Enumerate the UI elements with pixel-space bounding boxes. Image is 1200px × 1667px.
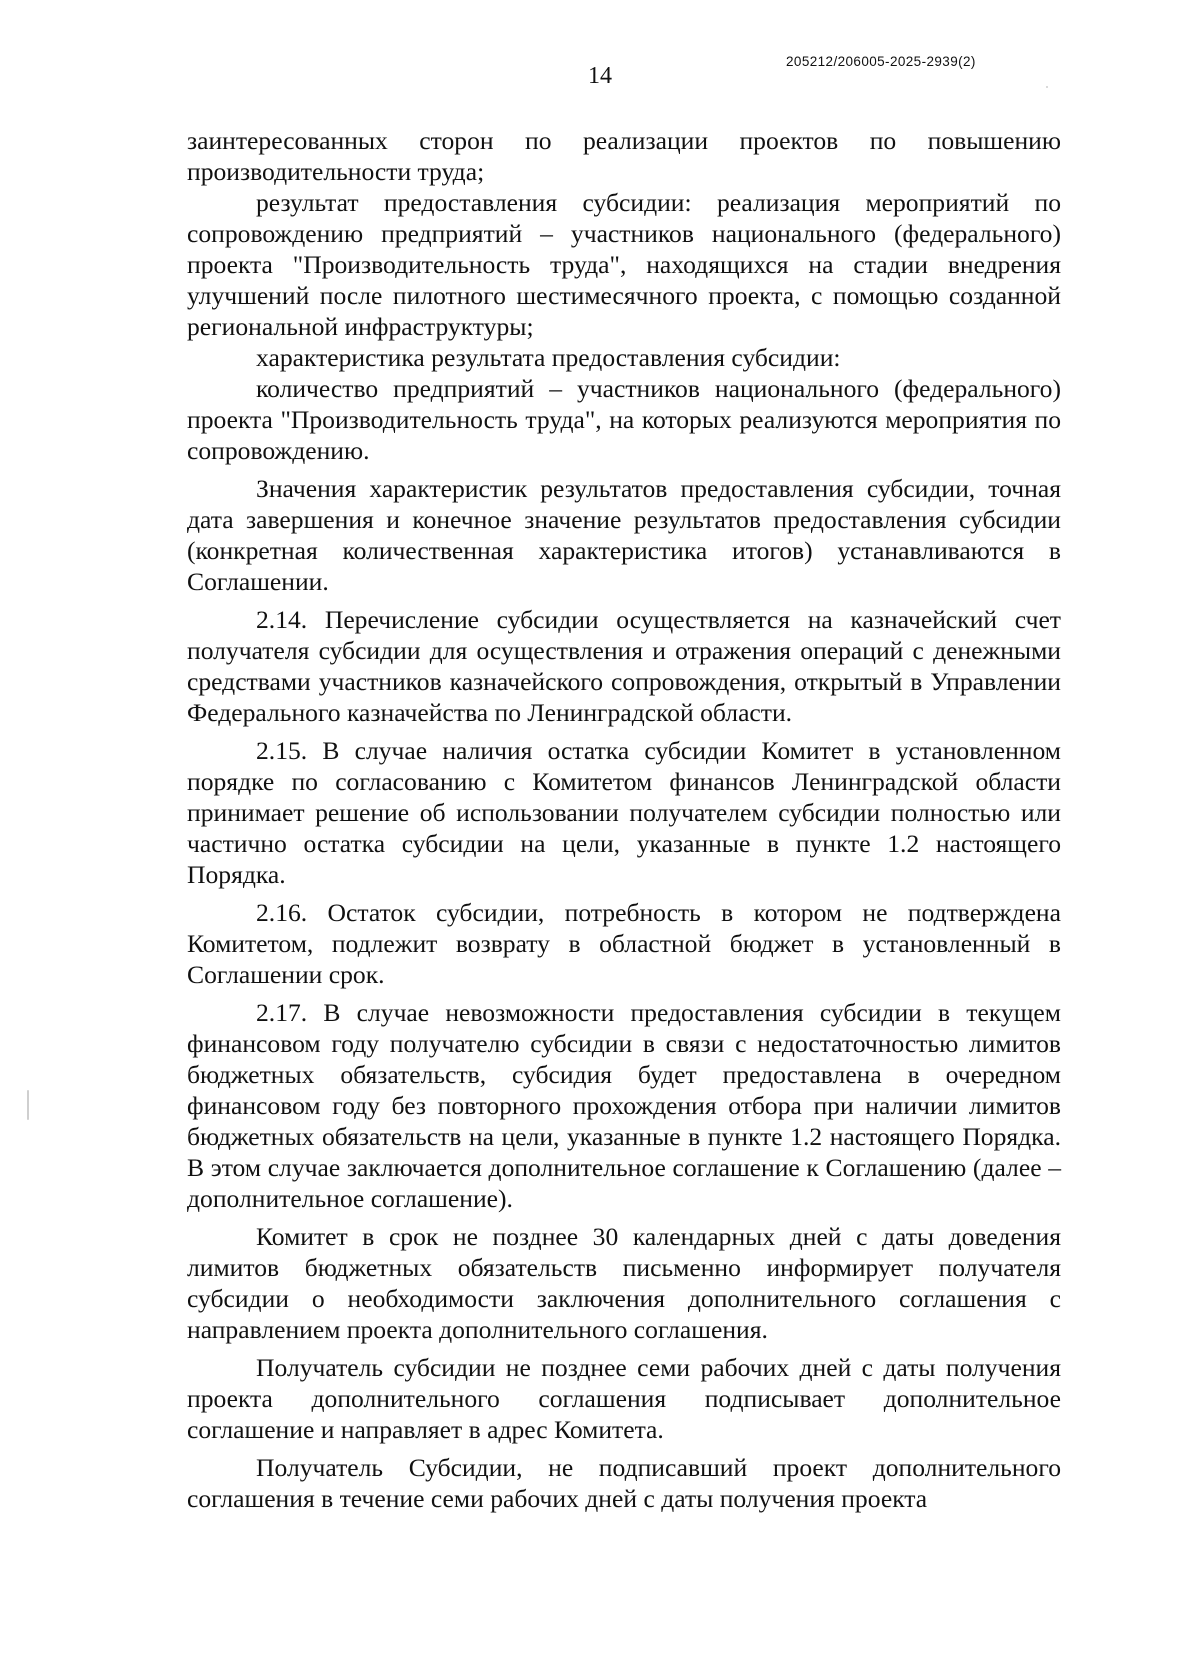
paragraph: характеристика результата предоставления субсидии: <box>256 343 841 372</box>
paragraph: Значения характеристик результатов предоставления субсидии, точная дата завершения и конечное значение результатов предоставления субсидии (конкретная количественная характеристика итогов) устанавливаются в Соглашении. <box>187 474 1061 596</box>
paragraph: заинтересованных сторон по реализации проектов по повышению производительности труда; <box>187 126 1061 186</box>
paragraph: 2.14. Перечисление субсидии осуществляется на казначейский счет получателя субсидии для осуществления и отражения операций с денежными средствами участников казначейского сопровождения, открытый в Управлении Федерального казначейства по Ленинградской области. <box>187 605 1061 727</box>
paragraph: Получатель субсидии не позднее семи рабочих дней с даты получения проекта дополнительного соглашения подписывает дополнительное соглашение и направляет в адрес Комитета. <box>187 1353 1061 1444</box>
paragraph: 2.16. Остаток субсидии, потребность в котором не подтверждена Комитетом, подлежит возврату в областной бюджет в установленный в Соглашении срок. <box>187 898 1061 989</box>
paragraph: Получатель Субсидии, не подписавший проект дополнительного соглашения в течение семи рабочих дней с даты получения проекта <box>187 1453 1061 1513</box>
scan-artifact <box>27 1090 29 1120</box>
page-number: 14 <box>588 63 612 89</box>
paragraph: Комитет в срок не позднее 30 календарных дней с даты доведения лимитов бюджетных обязательств письменно информирует получателя субсидии о необходимости заключения дополнительного соглашения с направлением проекта дополнительного соглашения. <box>187 1222 1061 1344</box>
document-registration-number: 205212/206005-2025-2939(2) <box>786 54 976 69</box>
scan-artifact <box>1046 86 1048 88</box>
paragraph: результат предоставления субсидии: реализация мероприятий по сопровождению предприятий – участников национального (федерального) проекта "Производительность труда", находящихся на стадии внедрения улучшений после пилотного шестимесячного проекта, с помощью созданной региональной инфраструктуры; <box>187 188 1061 341</box>
paragraph: 2.17. В случае невозможности предоставления субсидии в текущем финансовом году получателю субсидии в связи с недостаточностью лимитов бюджетных обязательств, субсидия будет предоставлена в очередном финансовом году без повторного прохождения отбора при наличии лимитов бюджетных обязательств на цели, указанные в пункте 1.2 настоящего Порядка. В этом случае заключается дополнительное соглашение к Соглашению (далее – дополнительное соглашение). <box>187 998 1061 1213</box>
document-body <box>187 125 1061 1514</box>
paragraph: 2.15. В случае наличия остатка субсидии Комитет в установленном порядке по согласованию с Комитетом финансов Ленинградской области принимает решение об использовании получателем субсидии полностью или частично остатка субсидии на цели, указанные в пункте 1.2 настоящего Порядка. <box>187 736 1061 889</box>
paragraph: количество предприятий – участников национального (федерального) проекта "Производительность труда", на которых реализуются мероприятия по сопровождению. <box>187 374 1061 465</box>
